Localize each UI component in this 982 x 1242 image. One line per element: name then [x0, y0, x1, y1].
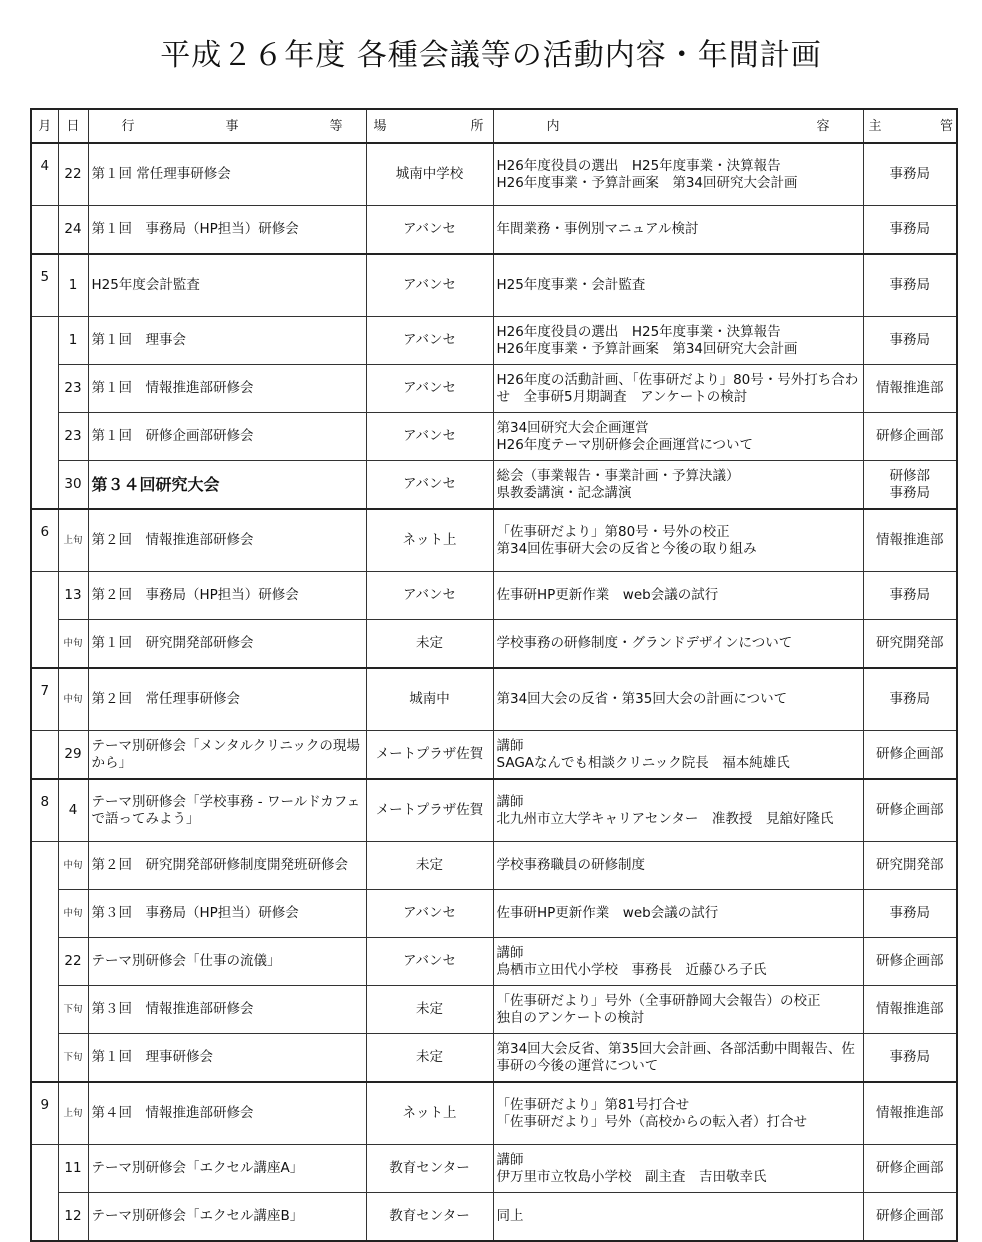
table-row	[31, 890, 957, 938]
content-cell: 総会（事業報告・事業計画・予算決議） 県教委講演・記念講演	[493, 461, 863, 510]
month-cell	[31, 1145, 58, 1193]
month-cell	[31, 1034, 58, 1083]
table-row	[31, 668, 957, 731]
place-cell: ネット上	[366, 509, 493, 572]
table-row	[31, 731, 957, 780]
table-row	[31, 779, 957, 842]
content-cell: 学校事務の研修制度・グランドデザインについて	[493, 620, 863, 669]
place-cell: アバンセ	[366, 254, 493, 317]
table-row	[31, 1145, 957, 1193]
content-cell: 講師 伊万里市立牧島小学校 副主査 吉田敬幸氏	[493, 1145, 863, 1193]
table-row	[31, 938, 957, 986]
day-cell: 23	[58, 365, 88, 413]
day-cell: 1	[58, 254, 88, 317]
month-cell	[31, 365, 58, 413]
day-cell: 11	[58, 1145, 88, 1193]
header-place-char: 場	[373, 118, 387, 134]
organizer-cell: 情報推進部	[863, 1082, 957, 1145]
header-row	[31, 109, 957, 143]
event-cell: テーマ別研修会「エクセル講座A」	[88, 1145, 366, 1193]
place-cell: 未定	[366, 842, 493, 890]
header-place-char: 所	[470, 118, 484, 134]
header-content	[493, 109, 863, 143]
content-cell: 講師 鳥栖市立田代小学校 事務長 近藤ひろ子氏	[493, 938, 863, 986]
day-cell: 上旬	[58, 509, 88, 572]
content-cell: 第34回大会の反省・第35回大会の計画について	[493, 668, 863, 731]
place-cell: メートプラザ佐賀	[366, 779, 493, 842]
day-cell: 13	[58, 572, 88, 620]
day-cell: 30	[58, 461, 88, 510]
event-cell: 第２回 研究開発部研修制度開発班研修会	[88, 842, 366, 890]
table-row	[31, 620, 957, 669]
place-cell: アバンセ	[366, 206, 493, 255]
content-cell: H26年度役員の選出 H25年度事業・決算報告 H26年度事業・予算計画案 第34回研究大会計画	[493, 317, 863, 365]
day-cell: 中旬	[58, 668, 88, 731]
place-cell: 未定	[366, 1034, 493, 1083]
schedule-table	[30, 108, 958, 1242]
header-org-char: 主	[868, 118, 882, 134]
header-org-char: 管	[939, 118, 953, 134]
organizer-cell: 事務局	[863, 668, 957, 731]
month-cell	[31, 620, 58, 669]
day-cell: 24	[58, 206, 88, 255]
day-cell: 下旬	[58, 986, 88, 1034]
month-cell	[31, 572, 58, 620]
month-cell: 5	[31, 254, 58, 317]
event-cell: テーマ別研修会「仕事の流儀」	[88, 938, 366, 986]
day-cell: 23	[58, 413, 88, 461]
header-event-char: 等	[329, 118, 343, 134]
day-cell: 22	[58, 143, 88, 206]
place-cell: アバンセ	[366, 890, 493, 938]
event-cell: 第３回 事務局（HP担当）研修会	[88, 890, 366, 938]
event-cell: 第１回 情報推進部研修会	[88, 365, 366, 413]
place-cell: 未定	[366, 620, 493, 669]
place-cell: アバンセ	[366, 938, 493, 986]
content-cell: 同上	[493, 1193, 863, 1242]
place-cell: アバンセ	[366, 572, 493, 620]
place-cell: 未定	[366, 986, 493, 1034]
event-cell: テーマ別研修会「学校事務 - ワールドカフェで語ってみよう」	[88, 779, 366, 842]
table-row	[31, 365, 957, 413]
table-row	[31, 461, 957, 510]
page-title: 平成２６年度 各種会議等の活動内容・年間計画	[160, 38, 822, 73]
organizer-cell: 研修企画部	[863, 938, 957, 986]
month-cell	[31, 461, 58, 510]
event-cell: 第４回 情報推進部研修会	[88, 1082, 366, 1145]
header-day: 日	[58, 109, 88, 143]
event-cell: 第２回 常任理事研修会	[88, 668, 366, 731]
organizer-cell: 研修企画部	[863, 731, 957, 780]
event-cell: 第１回 事務局（HP担当）研修会	[88, 206, 366, 255]
header-place	[366, 109, 493, 143]
organizer-cell: 事務局	[863, 1034, 957, 1083]
table-row	[31, 1034, 957, 1083]
event-cell: 第３回 情報推進部研修会	[88, 986, 366, 1034]
month-cell: 4	[31, 143, 58, 206]
organizer-cell: 研修企画部	[863, 1193, 957, 1242]
day-cell: 上旬	[58, 1082, 88, 1145]
month-cell	[31, 206, 58, 255]
table-row	[31, 986, 957, 1034]
place-cell: 城南中	[366, 668, 493, 731]
content-cell: 佐事研HP更新作業 web会議の試行	[493, 572, 863, 620]
organizer-cell: 情報推進部	[863, 509, 957, 572]
table-row	[31, 509, 957, 572]
event-cell: H25年度会計監査	[88, 254, 366, 317]
organizer-cell: 事務局	[863, 317, 957, 365]
content-cell: 講師 北九州市立大学キャリアセンター 准教授 見舘好隆氏	[493, 779, 863, 842]
table-row	[31, 143, 957, 206]
day-cell: 中旬	[58, 620, 88, 669]
organizer-cell: 研究開発部	[863, 620, 957, 669]
organizer-cell: 事務局	[863, 572, 957, 620]
day-cell: 12	[58, 1193, 88, 1242]
month-cell	[31, 731, 58, 780]
month-cell	[31, 938, 58, 986]
month-cell	[31, 842, 58, 890]
table-row	[31, 1082, 957, 1145]
organizer-cell: 事務局	[863, 254, 957, 317]
header-event	[88, 109, 366, 143]
place-cell: アバンセ	[366, 317, 493, 365]
content-cell: 「佐事研だより」号外（全事研静岡大会報告）の校正 独自のアンケートの検討	[493, 986, 863, 1034]
day-cell: 下旬	[58, 1034, 88, 1083]
organizer-cell: 研修企画部	[863, 779, 957, 842]
place-cell: アバンセ	[366, 365, 493, 413]
organizer-cell: 研究開発部	[863, 842, 957, 890]
event-cell: 第２回 情報推進部研修会	[88, 509, 366, 572]
event-cell: 第２回 事務局（HP担当）研修会	[88, 572, 366, 620]
month-cell	[31, 986, 58, 1034]
month-cell	[31, 890, 58, 938]
month-cell: 7	[31, 668, 58, 731]
header-content-char: 内	[546, 118, 560, 134]
content-cell: 第34回大会反省、第35回大会計画、各部活動中間報告、佐事研の今後の運営について	[493, 1034, 863, 1083]
organizer-cell: 研修企画部	[863, 413, 957, 461]
table-row	[31, 317, 957, 365]
content-cell: 年間業務・事例別マニュアル検討	[493, 206, 863, 255]
table-row	[31, 413, 957, 461]
table-row	[31, 1193, 957, 1242]
header-organizer	[863, 109, 957, 143]
place-cell: 教育センター	[366, 1193, 493, 1242]
header-month: 月	[31, 109, 58, 143]
organizer-cell: 事務局	[863, 206, 957, 255]
month-cell: 9	[31, 1082, 58, 1145]
event-cell: テーマ別研修会「エクセル講座B」	[88, 1193, 366, 1242]
organizer-cell: 事務局	[863, 890, 957, 938]
day-cell: 22	[58, 938, 88, 986]
content-cell: 「佐事研だより」第80号・号外の校正 第34回佐事研大会の反省と今後の取り組み	[493, 509, 863, 572]
event-cell: 第１回 常任理事研修会	[88, 143, 366, 206]
header-event-char: 行	[121, 118, 135, 134]
day-cell: 4	[58, 779, 88, 842]
place-cell: 教育センター	[366, 1145, 493, 1193]
place-cell: ネット上	[366, 1082, 493, 1145]
content-cell: H26年度役員の選出 H25年度事業・決算報告 H26年度事業・予算計画案 第34回研究大会計画	[493, 143, 863, 206]
event-cell: 第１回 研究開発部研修会	[88, 620, 366, 669]
content-cell: 学校事務職員の研修制度	[493, 842, 863, 890]
event-cell: 第１回 研修企画部研修会	[88, 413, 366, 461]
day-cell: 29	[58, 731, 88, 780]
place-cell: 城南中学校	[366, 143, 493, 206]
month-cell	[31, 317, 58, 365]
header-event-char: 事	[225, 118, 239, 134]
month-cell: 8	[31, 779, 58, 842]
day-cell: 中旬	[58, 842, 88, 890]
month-cell	[31, 1193, 58, 1242]
place-cell: アバンセ	[366, 413, 493, 461]
content-cell: 佐事研HP更新作業 web会議の試行	[493, 890, 863, 938]
table-row	[31, 206, 957, 255]
organizer-cell: 情報推進部	[863, 365, 957, 413]
day-cell: 1	[58, 317, 88, 365]
month-cell: 6	[31, 509, 58, 572]
table-row	[31, 254, 957, 317]
table-row	[31, 842, 957, 890]
header-content-char: 容	[816, 118, 830, 134]
event-cell: テーマ別研修会「メンタルクリニックの現場から」	[88, 731, 366, 780]
event-cell: 第３４回研究大会	[88, 461, 366, 510]
content-cell: 第34回研究大会企画運営 H26年度テーマ別研修会企画運営について	[493, 413, 863, 461]
event-cell: 第１回 理事会	[88, 317, 366, 365]
content-cell: 「佐事研だより」第81号打合せ 「佐事研だより」号外（高校からの転入者）打合せ	[493, 1082, 863, 1145]
content-cell: H26年度の活動計画、「佐事研だより」80号・号外打ち合わせ 全事研5月期調査 アンケートの検討	[493, 365, 863, 413]
place-cell: メートプラザ佐賀	[366, 731, 493, 780]
day-cell: 中旬	[58, 890, 88, 938]
content-cell: H25年度事業・会計監査	[493, 254, 863, 317]
organizer-cell: 研修企画部	[863, 1145, 957, 1193]
place-cell: アバンセ	[366, 461, 493, 510]
event-cell: 第１回 理事研修会	[88, 1034, 366, 1083]
organizer-cell: 研修部 事務局	[863, 461, 957, 510]
organizer-cell: 事務局	[863, 143, 957, 206]
table-row	[31, 572, 957, 620]
organizer-cell: 情報推進部	[863, 986, 957, 1034]
content-cell: 講師 SAGAなんでも相談クリニック院長 福本純雄氏	[493, 731, 863, 780]
month-cell	[31, 413, 58, 461]
